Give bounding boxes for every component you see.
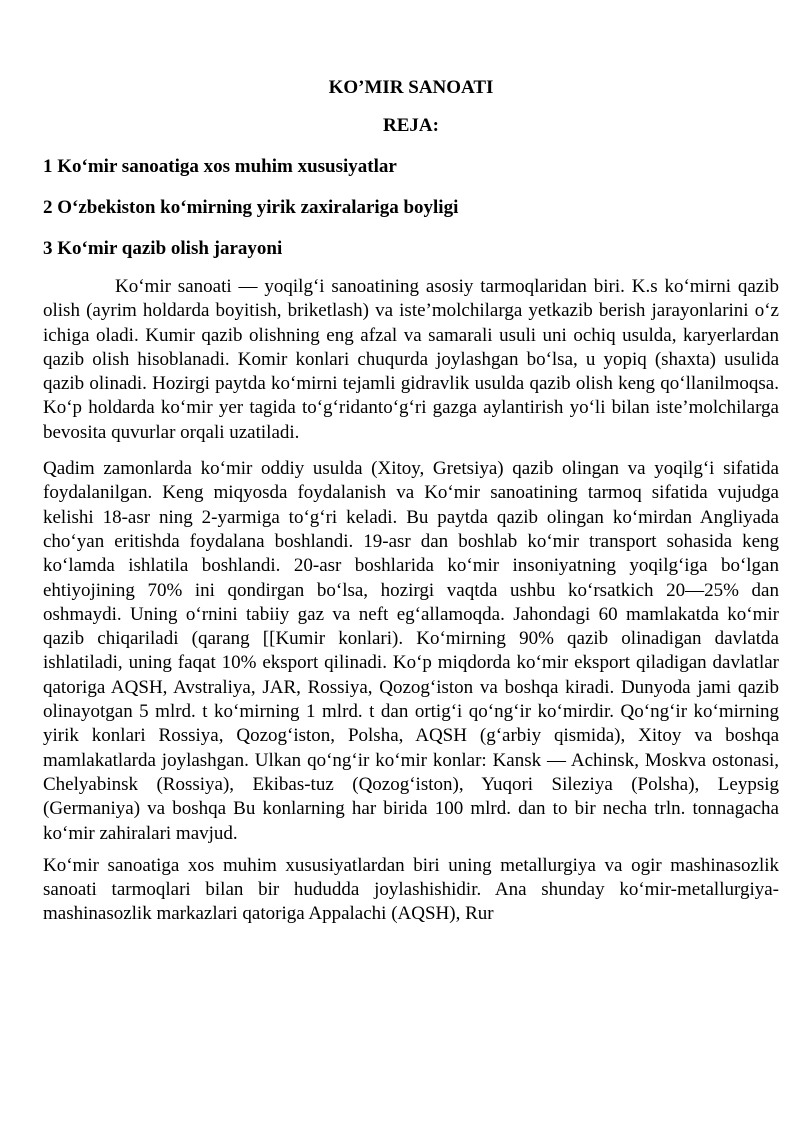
plan-heading: REJA:	[383, 115, 439, 136]
paragraph-1: Ko‘mir sanoati — yoqilg‘i sanoatining asosiy tarmoqlaridan biri. K.s ko‘mirni qazib olish (ayrim holdarda boyitish, briketlash) va iste’molchilarga yetkazib berish jarayonlarini o‘z ichiga oladi. Kumir qazib olishning eng afzal va samarali usuli uni ochiq usulda, karyerlardan qazib olish hisoblanadi. Komir konlari chuqurda joylashgan bo‘lsa, u yopiq (shaxta) usulida qazib olinadi. Hozirgi paytda ko‘mirni tejamli gidravlik usulda qazib olish keng qo‘llanilmoqsa. Ko‘p holdarda ko‘mir yer tagida to‘g‘ridanto‘g‘ri gazga aylantirish yo‘li bilan iste’molchilarga bevosita quvurlar orqali uzatiladi.	[43, 276, 779, 443]
document-page	[43, 76, 779, 927]
paragraph-3: Ko‘mir sanoatiga xos muhim xususiyatlardan biri uning metallurgiya va ogir mashinasozlik sanoati tarmoqlari bilan bir hududda joylashishidir. Ana shunday ko‘mir-metallurgiya-mashinasozlik markazlari qatoriga Appalachi (AQSH), Rur	[43, 854, 779, 925]
plan-item-2: 2 O‘zbekiston ko‘mirning yirik zaxiralariga boyligi	[43, 197, 459, 218]
plan-item-3: 3 Ko‘mir qazib olish jarayoni	[43, 238, 283, 259]
document-title: KO’MIR SANOATI	[328, 77, 494, 98]
paragraph-2: Qadim zamonlarda ko‘mir oddiy usulda (Xitoy, Gretsiya) qazib olingan va yoqilg‘i sifatida foydalanilgan. Keng miqyosda foydalanish va Ko‘mir sanoatining tarmoq sifatida vujudga kelishi 18-asr ning 2-yarmiga to‘g‘ri keladi. Bu paytda qazib olingan ko‘mirdan Angliyada cho‘yan eritishda foydalana boshlandi. 19-asr dan boshlab ko‘mir transport sohasida keng ko‘lamda ishlatila boshlandi. 20-asr boshlarida ko‘mir insoniyatning yoqilg‘iga bo‘lgan ehtiyojining 70% ini qondirgan bo‘lsa, hozirgi vaqtda ushbu ko‘rsatkich 20—25% dan oshmaydi. Uning o‘rnini tabiiy gaz va neft eg‘allamoqda. Jahondagi 60 mamlakatda ko‘mir qazib chiqariladi (qarang [[Kumir konlari). Ko‘mirning 90% qazib olinadigan davlatda ishlatiladi, uning faqat 10% eksport qilinadi. Ko‘p miqdorda ko‘mir eksport qiladigan davlatlar qatoriga AQSH, Avstraliya, JAR, Rossiya, Qozog‘iston va boshqa kiradi. Dunyoda jami qazib olinayotgan 5 mlrd. t ko‘mirning 1 mlrd. t dan ortig‘i qo‘ng‘ir ko‘mirdir. Qo‘ng‘ir ko‘mirning yirik konlari Rossiya, Qozog‘iston, Polsha, AQSH (g‘arbiy qismida), Xitoy va boshqa mamlakatlarda joylashgan. Ulkan qo‘ng‘ir ko‘mir konlar: Kansk — Achinsk, Moskva ostonasi, Chelyabinsk (Rossiya), Ekibas-tuz (Qozog‘iston), Yuqori Sileziya (Polsha), Leypsig (Germaniya) va boshqa Bu konlarning har birida 100 mlrd. dan to bir necha trln. tonnagacha ko‘mir zahiralari mavjud.	[43, 458, 779, 844]
plan-item-1: 1 Ko‘mir sanoatiga xos muhim xususiyatlar	[43, 156, 397, 177]
